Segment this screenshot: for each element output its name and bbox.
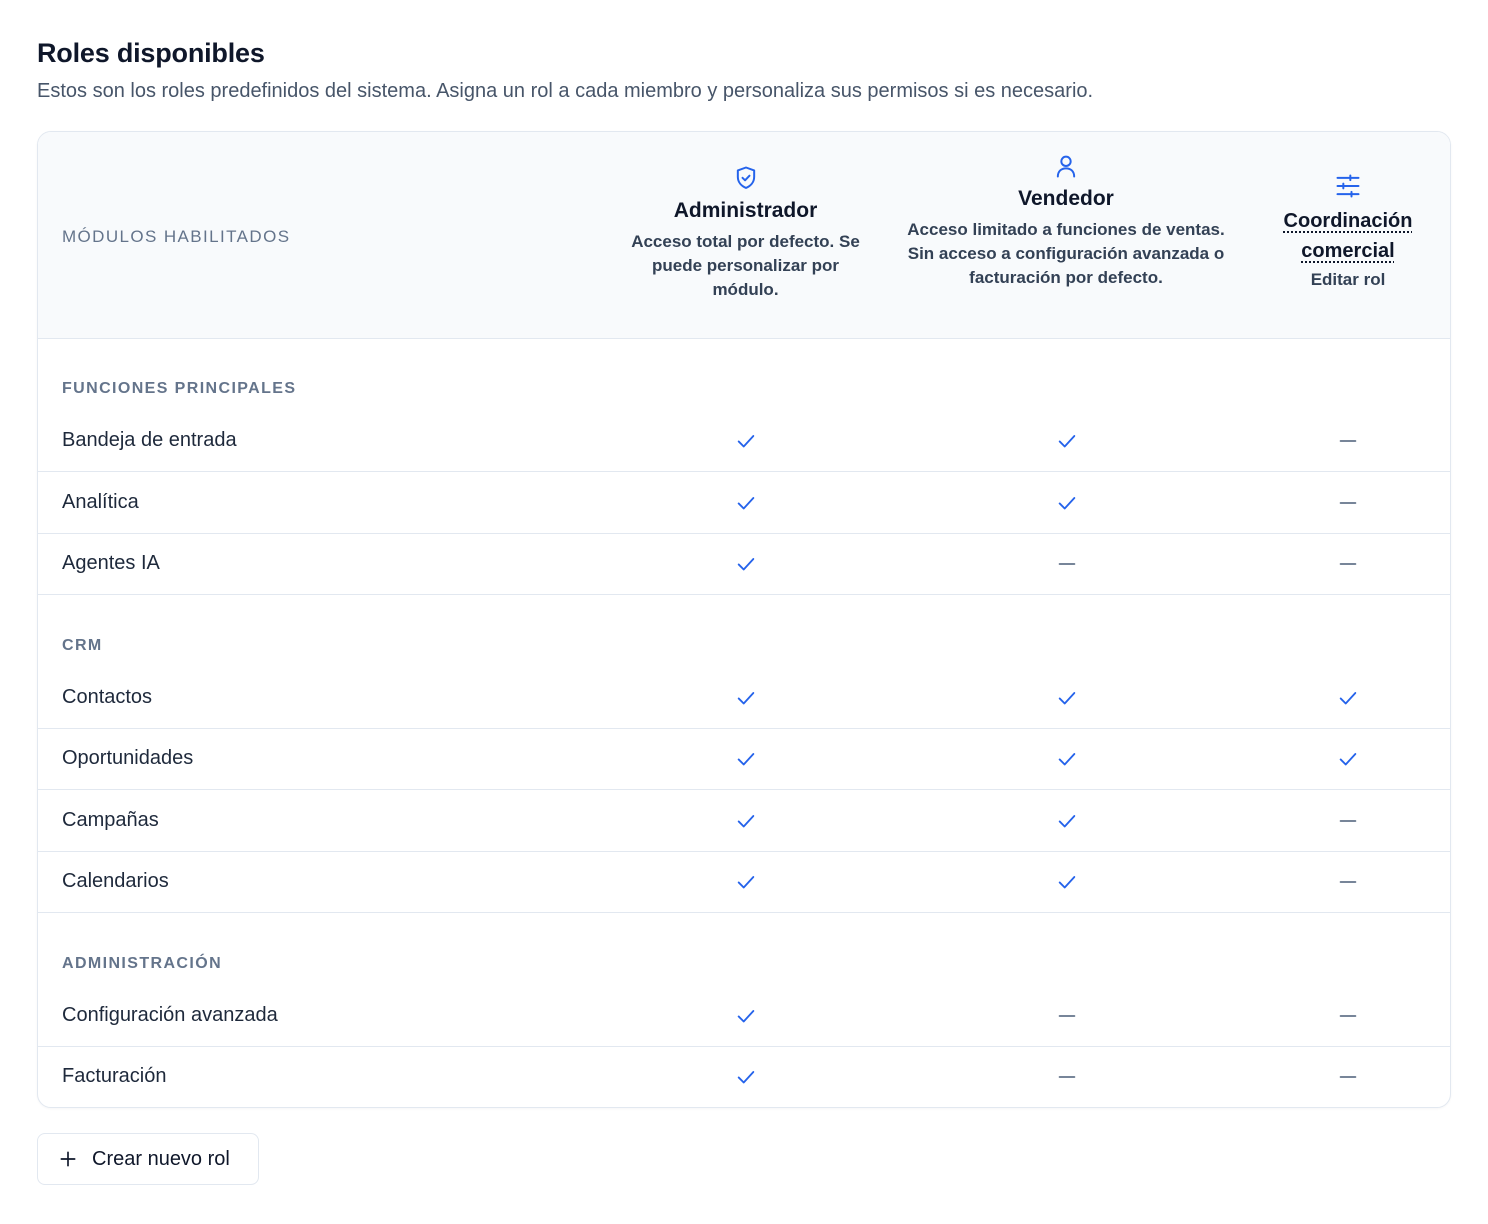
permission-cell — [726, 533, 766, 594]
dash-icon — [1057, 1067, 1077, 1087]
check-icon — [1056, 871, 1078, 893]
section-label-funciones-principales: FUNCIONES PRINCIPALES — [62, 380, 297, 397]
table-row — [38, 790, 1450, 852]
check-icon — [1337, 748, 1359, 770]
role-column-vendedor — [906, 152, 1226, 290]
dash-icon — [1338, 554, 1358, 574]
check-icon — [735, 430, 757, 452]
permission-cell — [1047, 790, 1087, 851]
section-divider — [38, 912, 1450, 913]
sliders-icon — [1334, 172, 1362, 200]
module-label: Oportunidades — [62, 747, 194, 769]
table-row — [38, 985, 1450, 1047]
user-icon — [1052, 152, 1080, 180]
table-row — [38, 1046, 1450, 1107]
permission-cell — [726, 472, 766, 533]
create-role-button[interactable] — [37, 1133, 259, 1185]
check-icon — [735, 553, 757, 575]
roles-table-header — [38, 132, 1450, 339]
module-label: Configuración avanzada — [62, 1004, 278, 1026]
plus-icon — [58, 1149, 78, 1169]
permission-cell — [726, 667, 766, 728]
check-icon — [735, 871, 757, 893]
permission-cell — [1328, 851, 1368, 912]
permission-cell — [1047, 410, 1087, 471]
table-row — [38, 533, 1450, 594]
module-label: Calendarios — [62, 870, 169, 892]
permission-cell — [1328, 985, 1368, 1046]
shield-check-icon — [732, 164, 760, 192]
permission-cell — [1047, 728, 1087, 789]
permission-cell — [726, 851, 766, 912]
role-name-tooltip-trigger[interactable]: Coordinación comercial — [1283, 210, 1413, 262]
role-column-administrador — [618, 164, 873, 302]
section-label-crm: CRM — [62, 637, 103, 654]
check-icon — [1337, 687, 1359, 709]
page-subtitle: Estos son los roles predefinidos del sistema. Asigna un rol a cada miembro y personaliza sus permisos si es necesario. — [37, 80, 1094, 102]
module-label: Bandeja de entrada — [62, 429, 237, 451]
check-icon — [735, 1066, 757, 1088]
permission-cell — [726, 985, 766, 1046]
modules-column-header: MÓDULOS HABILITADOS — [62, 227, 291, 246]
check-icon — [735, 687, 757, 709]
roles-table — [37, 131, 1451, 1108]
edit-role-link[interactable]: Editar rol — [1310, 270, 1386, 289]
table-row — [38, 410, 1450, 472]
module-label: Facturación — [62, 1065, 167, 1087]
table-row — [38, 472, 1450, 534]
permission-cell — [1328, 410, 1368, 471]
permission-cell — [726, 1046, 766, 1107]
check-icon — [1056, 430, 1078, 452]
permission-cell — [1047, 851, 1087, 912]
dash-icon — [1338, 811, 1358, 831]
permission-cell — [1328, 790, 1368, 851]
check-icon — [735, 810, 757, 832]
permission-cell — [1047, 667, 1087, 728]
role-description: Acceso limitado a funciones de ventas. Sin acceso a configuración avanzada o facturación por defecto. — [907, 220, 1225, 287]
check-icon — [735, 492, 757, 514]
permission-cell — [1047, 533, 1087, 594]
dash-icon — [1338, 1067, 1358, 1087]
permission-cell — [1047, 472, 1087, 533]
role-column-coordinacion-comercial — [1258, 172, 1438, 290]
check-icon — [1056, 687, 1078, 709]
page-title: Roles disponibles — [37, 38, 265, 68]
check-icon — [1056, 810, 1078, 832]
permission-cell — [726, 728, 766, 789]
permission-cell — [1047, 1046, 1087, 1107]
permission-cell — [726, 790, 766, 851]
check-icon — [1056, 492, 1078, 514]
permission-cell — [1328, 1046, 1368, 1107]
role-name: Vendedor — [1018, 187, 1114, 210]
role-name: Administrador — [673, 199, 818, 222]
dash-icon — [1057, 554, 1077, 574]
table-row — [38, 728, 1450, 790]
table-row — [38, 851, 1450, 912]
module-label: Analítica — [62, 491, 139, 513]
dash-icon — [1338, 431, 1358, 451]
dash-icon — [1338, 493, 1358, 513]
section-label-administracion: ADMINISTRACIÓN — [62, 955, 223, 972]
permission-cell — [726, 410, 766, 471]
role-description: Acceso total por defecto. Se puede personalizar por módulo. — [631, 232, 860, 299]
permission-cell — [1328, 728, 1368, 789]
section-divider — [38, 594, 1450, 595]
permission-cell — [1328, 472, 1368, 533]
module-label: Agentes IA — [62, 552, 160, 574]
dash-icon — [1338, 872, 1358, 892]
check-icon — [735, 1005, 757, 1027]
module-label: Contactos — [62, 686, 153, 708]
check-icon — [1056, 748, 1078, 770]
create-role-label: Crear nuevo rol — [92, 1147, 230, 1170]
table-row — [38, 667, 1450, 729]
check-icon — [735, 748, 757, 770]
permission-cell — [1328, 533, 1368, 594]
dash-icon — [1338, 1006, 1358, 1026]
module-label: Campañas — [62, 809, 159, 831]
permission-cell — [1047, 985, 1087, 1046]
permission-cell — [1328, 667, 1368, 728]
dash-icon — [1057, 1006, 1077, 1026]
